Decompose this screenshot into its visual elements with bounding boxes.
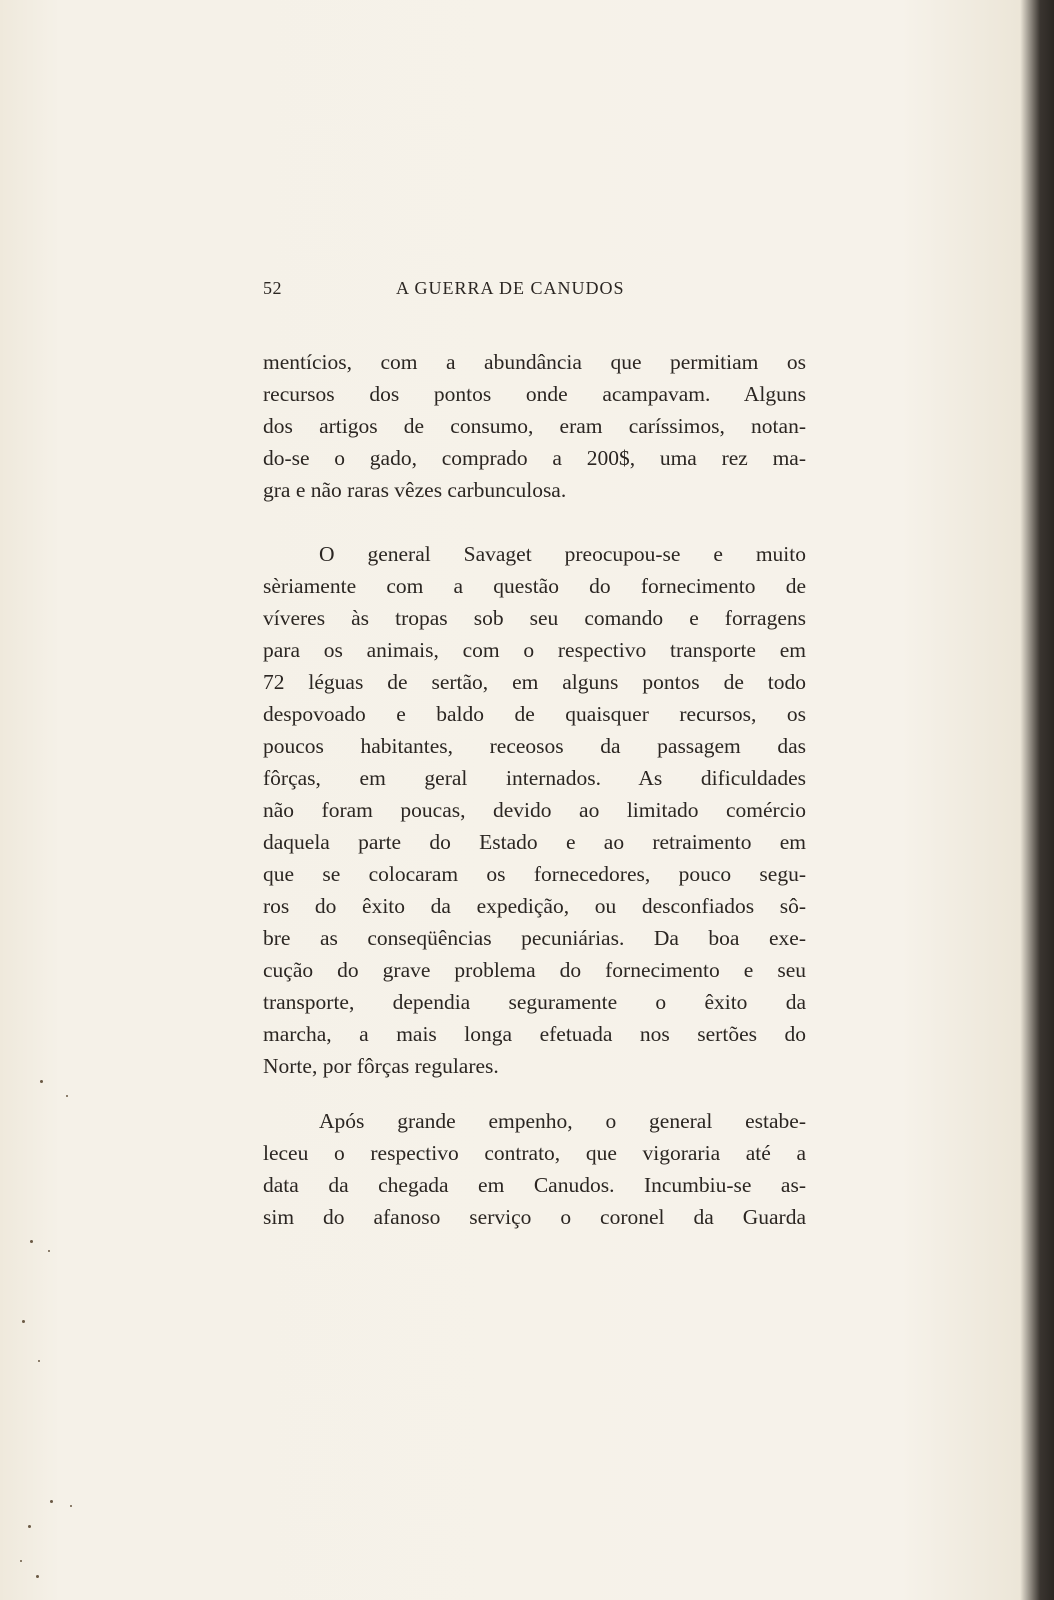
text-line: dos artigos de consumo, eram caríssimos, notan- xyxy=(263,414,806,438)
text-line: não foram poucas, devido ao limitado comércio xyxy=(263,798,806,822)
text-line: marcha, a mais longa efetuada nos sertões do xyxy=(263,1022,806,1046)
text-line: ros do êxito da expedição, ou desconfiados sô- xyxy=(263,894,806,918)
text-line: 72 léguas de sertão, em alguns pontos de todo xyxy=(263,670,806,694)
paper-speck xyxy=(70,1505,72,1507)
page-number: 52 xyxy=(263,278,282,298)
text-line: data da chegada em Canudos. Incumbiu-se as- xyxy=(263,1173,806,1197)
text-line: Após grande empenho, o general estabe- xyxy=(319,1109,806,1133)
page-header xyxy=(263,278,803,308)
text-line: cução do grave problema do fornecimento e seu xyxy=(263,958,806,982)
paper-speck xyxy=(28,1525,31,1528)
paragraph-2 xyxy=(263,538,806,1082)
text-line: leceu o respectivo contrato, que vigoraria até a xyxy=(263,1141,806,1165)
paper-speck xyxy=(50,1500,53,1503)
paper-speck xyxy=(22,1320,25,1323)
paragraph-3 xyxy=(263,1105,806,1233)
text-line: gra e não raras vêzes carbunculosa. xyxy=(263,478,567,502)
text-line: sèriamente com a questão do fornecimento de xyxy=(263,574,806,598)
paper-speck xyxy=(38,1360,40,1362)
text-line: O general Savaget preocupou-se e muito xyxy=(319,542,806,566)
paper-speck xyxy=(36,1575,39,1578)
paper-speck xyxy=(30,1240,33,1243)
text-line: transporte, dependia seguramente o êxito da xyxy=(263,990,806,1014)
text-line: víveres às tropas sob seu comando e forragens xyxy=(263,606,806,630)
text-line: poucos habitantes, receosos da passagem das xyxy=(263,734,806,758)
text-line: mentícios, com a abundância que permitiam os xyxy=(263,350,806,374)
running-title: A GUERRA DE CANUDOS xyxy=(396,278,625,298)
text-line: que se colocaram os fornecedores, pouco segu- xyxy=(263,862,806,886)
text-line: despovoado e baldo de quaisquer recursos, os xyxy=(263,702,806,726)
text-line: bre as conseqüências pecuniárias. Da boa exe- xyxy=(263,926,806,950)
text-line: daquela parte do Estado e ao retraimento em xyxy=(263,830,806,854)
paragraph-1 xyxy=(263,346,806,506)
paper-speck xyxy=(20,1560,22,1562)
text-line: para os animais, com o respectivo transporte em xyxy=(263,638,806,662)
text-line: do-se o gado, comprado a 200$, uma rez ma- xyxy=(263,446,806,470)
text-line: Norte, por fôrças regulares. xyxy=(263,1054,499,1078)
text-line: recursos dos pontos onde acampavam. Alguns xyxy=(263,382,806,406)
paper-speck xyxy=(48,1250,50,1252)
paper-speck xyxy=(66,1095,68,1097)
text-line: sim do afanoso serviço o coronel da Guarda xyxy=(263,1205,806,1229)
paper-speck xyxy=(40,1080,43,1083)
text-line: fôrças, em geral internados. As dificuldades xyxy=(263,766,806,790)
